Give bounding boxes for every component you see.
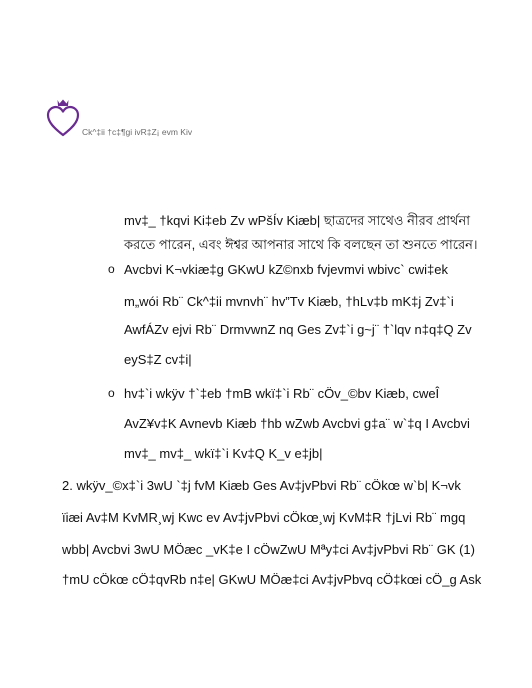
bullet-line: AwfÁZv ejvi Rb¨ DrmvwnZ nq Ges Zv‡`i g~j¨ †`lqv n‡q‡Q Zv xyxy=(124,322,472,337)
paragraph-line: †mU cÖkœ cÖ‡qvRb n‡e| GKwU MÖæ‡ci Av‡jvPbvq cÖ‡kœi cÖ_g Ask xyxy=(62,572,482,587)
bullet-line: eyS‡Z cv‡i| xyxy=(124,352,192,367)
bullet-line: hv‡`i wkÿv †`‡eb †mB wkï‡`i Rb¨ cÖv_©bv Kiæb, cweÎ xyxy=(124,386,440,401)
header-title: Ck^‡ii †c‡¶gi ivR‡Z¡ evm Kiv xyxy=(82,127,193,137)
crowned-heart-icon xyxy=(45,96,81,140)
paragraph-line: 2. wkÿv_©x‡`i 3wU `‡j fvM Kiæb Ges Av‡jvPbvi Rb¨ cÖkœ w`b| K¬vk xyxy=(62,478,461,493)
bullet-line: Avcbvi K¬vkiæ‡g GKwU kZ©nxb fvjevmvi wbivc` cwi‡ek xyxy=(124,262,448,277)
bullet-line: AvZ¥v‡K Avnevb Kiæb †hb wZwb Avcbvi g‡a¨ w`‡q I Avcbvi xyxy=(124,416,470,431)
paragraph-line: mv‡_ †kqvi Ki‡eb Zv wPšÍv Kiæb| ছাত্রদের সাথেও নীরব প্রার্থনা xyxy=(124,213,470,228)
paragraph-line: wbb| Avcbvi 3wU MÖæc _vK‡e I cÖwZwU Mªy‡ci Av‡jvPbvi Rb¨ GK (1) xyxy=(62,542,475,557)
bullet-line: mv‡_ mv‡_ wkï‡`i Kv‡Q K_v e‡jb| xyxy=(124,446,323,461)
bullet-line: m„wói Rb¨ Ck^‡ii mvnvh¨ hv”Tv Kiæb, †hLv‡b mK‡j Zv‡`i xyxy=(124,294,454,309)
bullet-marker: o xyxy=(108,262,115,276)
bullet-marker: o xyxy=(108,386,115,400)
paragraph-line: করতে পারেন, এবং ঈশ্বর আপনার সাথে কি বলছেন তা শুনতে পারেন। xyxy=(124,237,478,252)
paragraph-line: ïiæi Av‡M KvMR¸wj Kwc ev Av‡jvPbvi cÖkœ¸wj KvM‡R †jLvi Rb¨ mgq xyxy=(62,510,466,525)
